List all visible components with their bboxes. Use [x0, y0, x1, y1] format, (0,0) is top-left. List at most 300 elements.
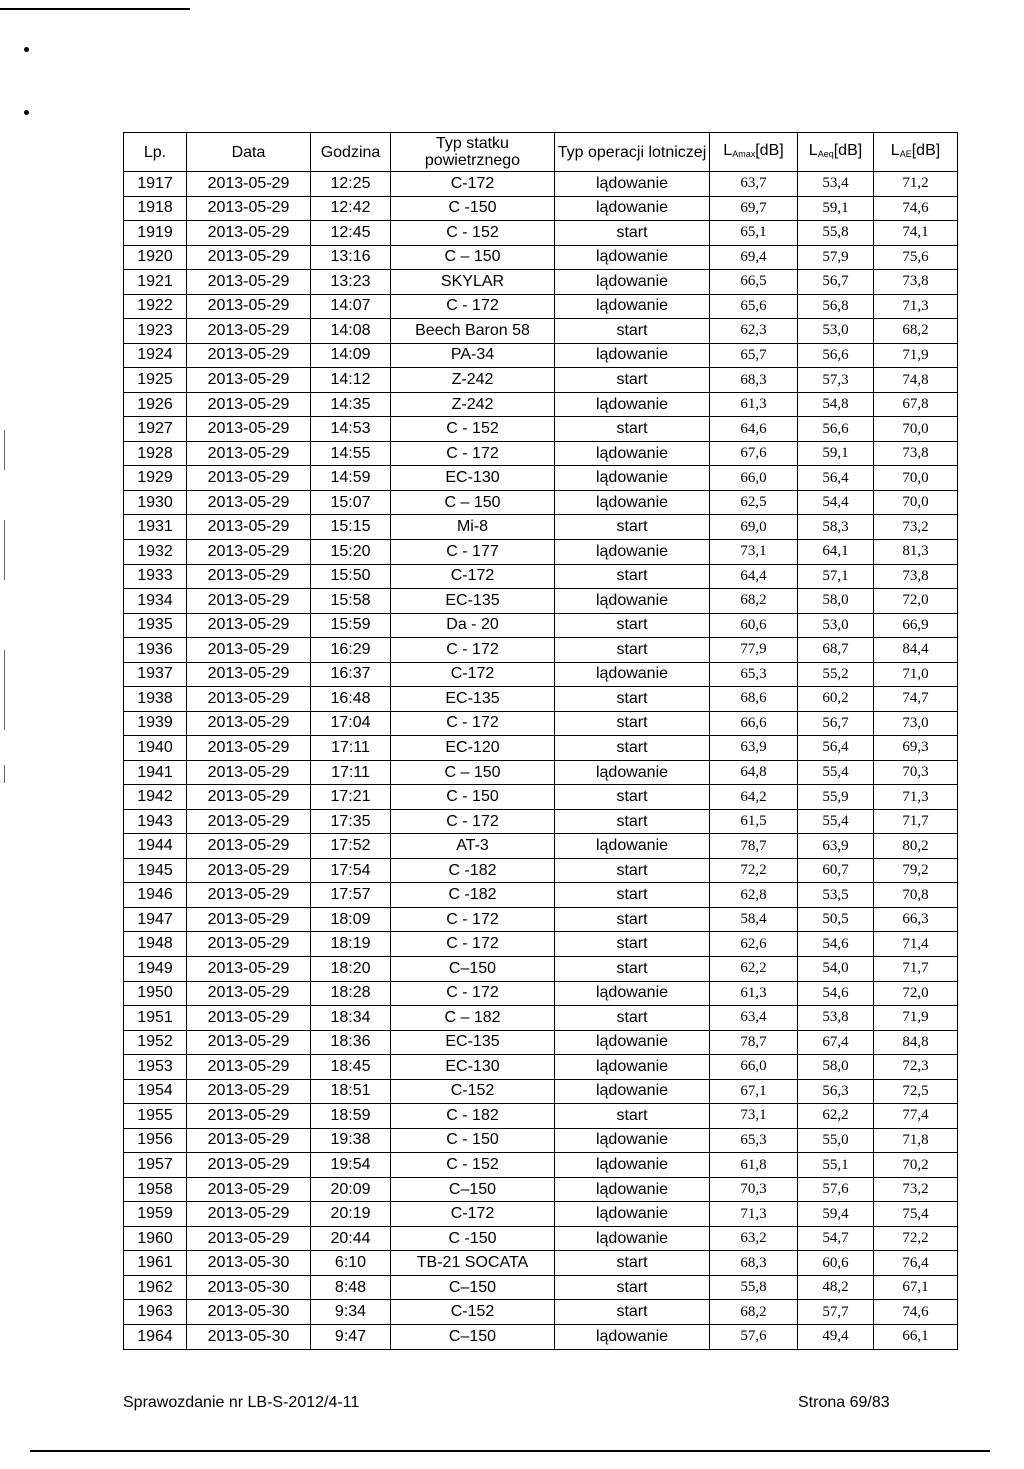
margin-mark — [4, 765, 5, 783]
lp-cell: 1920 — [124, 245, 187, 270]
lae-cell: 70,0 — [874, 417, 958, 442]
table-row — [124, 441, 958, 466]
date-cell: 2013-05-29 — [187, 736, 311, 761]
aircraft-type-cell: C -182 — [391, 858, 555, 883]
lae-cell: 71,9 — [874, 343, 958, 368]
operation-type-cell: start — [555, 1300, 710, 1325]
lamax-cell: 61,5 — [710, 809, 798, 834]
laeq-cell: 57,3 — [798, 368, 874, 393]
lp-cell: 1956 — [124, 1128, 187, 1153]
lae-cell: 75,4 — [874, 1202, 958, 1227]
laeq-cell: 57,1 — [798, 564, 874, 589]
time-cell: 18:09 — [311, 907, 391, 932]
laeq-cell: 55,1 — [798, 1153, 874, 1178]
lp-cell: 1963 — [124, 1300, 187, 1325]
lamax-cell: 61,3 — [710, 981, 798, 1006]
lamax-cell: 78,7 — [710, 1030, 798, 1055]
table-row — [124, 319, 958, 344]
lae-cell: 70,0 — [874, 466, 958, 491]
table-header-row — [124, 133, 958, 172]
time-cell: 18:36 — [311, 1030, 391, 1055]
aircraft-type-cell: C - 172 — [391, 294, 555, 319]
operation-type-cell: start — [555, 687, 710, 712]
lae-cell: 73,2 — [874, 515, 958, 540]
lamax-cell: 64,4 — [710, 564, 798, 589]
aircraft-type-cell: Da - 20 — [391, 613, 555, 638]
noise-measurement-table — [123, 132, 958, 1350]
time-cell: 15:58 — [311, 589, 391, 614]
laeq-cell: 55,4 — [798, 809, 874, 834]
aircraft-type-cell: TB-21 SOCATA — [391, 1251, 555, 1276]
table-row — [124, 343, 958, 368]
date-cell: 2013-05-29 — [187, 1153, 311, 1178]
aircraft-type-cell: EC-130 — [391, 466, 555, 491]
lamax-cell: 73,1 — [710, 1104, 798, 1129]
date-cell: 2013-05-29 — [187, 270, 311, 295]
lamax-cell: 69,7 — [710, 196, 798, 221]
lp-cell: 1955 — [124, 1104, 187, 1129]
lp-cell: 1929 — [124, 466, 187, 491]
lamax-cell: 68,3 — [710, 1251, 798, 1276]
laeq-cell: 67,4 — [798, 1030, 874, 1055]
laeq-cell: 55,8 — [798, 221, 874, 246]
time-cell: 12:42 — [311, 196, 391, 221]
operation-type-cell: lądowanie — [555, 981, 710, 1006]
laeq-cell: 50,5 — [798, 907, 874, 932]
lp-cell: 1945 — [124, 858, 187, 883]
scan-dot — [24, 110, 29, 115]
table-row — [124, 1079, 958, 1104]
date-cell: 2013-05-29 — [187, 932, 311, 957]
lamax-cell: 63,7 — [710, 172, 798, 197]
operation-type-cell: lądowanie — [555, 1324, 710, 1349]
lae-cell: 74,6 — [874, 196, 958, 221]
laeq-cell: 55,0 — [798, 1128, 874, 1153]
date-cell: 2013-05-30 — [187, 1300, 311, 1325]
table-row — [124, 1226, 958, 1251]
lae-cell: 76,4 — [874, 1251, 958, 1276]
aircraft-type-cell: C - 152 — [391, 1153, 555, 1178]
lae-cell: 70,0 — [874, 490, 958, 515]
time-cell: 6:10 — [311, 1251, 391, 1276]
lae-cell: 74,7 — [874, 687, 958, 712]
time-cell: 12:25 — [311, 172, 391, 197]
date-cell: 2013-05-29 — [187, 613, 311, 638]
laeq-cell: 48,2 — [798, 1275, 874, 1300]
laeq-cell: 56,4 — [798, 736, 874, 761]
lamax-cell: 66,6 — [710, 711, 798, 736]
time-cell: 14:53 — [311, 417, 391, 442]
operation-type-cell: lądowanie — [555, 270, 710, 295]
aircraft-type-cell: C - 172 — [391, 638, 555, 663]
col-header-lp: Lp. — [124, 133, 187, 172]
date-cell: 2013-05-29 — [187, 760, 311, 785]
laeq-symbol: L — [808, 141, 818, 159]
lae-cell: 68,2 — [874, 319, 958, 344]
lae-cell: 70,2 — [874, 1153, 958, 1178]
table-row — [124, 834, 958, 859]
lp-cell: 1928 — [124, 441, 187, 466]
aircraft-type-cell: Mi-8 — [391, 515, 555, 540]
lae-cell: 66,9 — [874, 613, 958, 638]
laeq-cell: 54,0 — [798, 957, 874, 982]
lamax-cell: 63,2 — [710, 1226, 798, 1251]
laeq-cell: 58,0 — [798, 1055, 874, 1080]
operation-type-cell: lądowanie — [555, 490, 710, 515]
lamax-unit: [dB] — [755, 141, 784, 159]
date-cell: 2013-05-29 — [187, 539, 311, 564]
lamax-cell: 69,4 — [710, 245, 798, 270]
date-cell: 2013-05-29 — [187, 981, 311, 1006]
date-cell: 2013-05-29 — [187, 417, 311, 442]
operation-type-cell: lądowanie — [555, 1153, 710, 1178]
table-row — [124, 760, 958, 785]
laeq-cell: 56,3 — [798, 1079, 874, 1104]
operation-type-cell: start — [555, 613, 710, 638]
margin-mark — [4, 650, 5, 730]
laeq-cell: 57,7 — [798, 1300, 874, 1325]
lamax-cell: 66,0 — [710, 466, 798, 491]
time-cell: 14:59 — [311, 466, 391, 491]
time-cell: 17:11 — [311, 760, 391, 785]
date-cell: 2013-05-29 — [187, 515, 311, 540]
lamax-cell: 62,8 — [710, 883, 798, 908]
table-row — [124, 883, 958, 908]
table-row — [124, 417, 958, 442]
operation-type-cell: lądowanie — [555, 662, 710, 687]
lamax-cell: 55,8 — [710, 1275, 798, 1300]
aircraft-type-cell: C - 172 — [391, 441, 555, 466]
table-row — [124, 589, 958, 614]
laeq-cell: 54,6 — [798, 932, 874, 957]
table-row — [124, 981, 958, 1006]
date-cell: 2013-05-29 — [187, 368, 311, 393]
date-cell: 2013-05-29 — [187, 343, 311, 368]
lae-cell: 67,8 — [874, 392, 958, 417]
laeq-cell: 57,9 — [798, 245, 874, 270]
operation-type-cell: lądowanie — [555, 1202, 710, 1227]
lae-cell: 72,0 — [874, 589, 958, 614]
date-cell: 2013-05-29 — [187, 196, 311, 221]
aircraft-type-cell: C – 150 — [391, 245, 555, 270]
lamax-cell: 67,6 — [710, 441, 798, 466]
table-row — [124, 687, 958, 712]
operation-type-cell: lądowanie — [555, 294, 710, 319]
lp-cell: 1937 — [124, 662, 187, 687]
aircraft-type-cell: C - 172 — [391, 809, 555, 834]
operation-type-cell: start — [555, 1006, 710, 1031]
aircraft-type-cell: C - 182 — [391, 1104, 555, 1129]
lp-cell: 1958 — [124, 1177, 187, 1202]
aircraft-type-cell: EC-130 — [391, 1055, 555, 1080]
lamax-cell: 64,6 — [710, 417, 798, 442]
lp-cell: 1927 — [124, 417, 187, 442]
table-row — [124, 1251, 958, 1276]
laeq-cell: 53,0 — [798, 319, 874, 344]
lae-cell: 79,2 — [874, 858, 958, 883]
date-cell: 2013-05-29 — [187, 907, 311, 932]
table-row — [124, 932, 958, 957]
lamax-cell: 66,0 — [710, 1055, 798, 1080]
lae-cell: 73,2 — [874, 1177, 958, 1202]
date-cell: 2013-05-29 — [187, 1226, 311, 1251]
lamax-cell: 69,0 — [710, 515, 798, 540]
lamax-cell: 61,3 — [710, 392, 798, 417]
time-cell: 13:16 — [311, 245, 391, 270]
lamax-cell: 63,4 — [710, 1006, 798, 1031]
lamax-cell: 64,8 — [710, 760, 798, 785]
aircraft-type-cell: C - 172 — [391, 907, 555, 932]
laeq-cell: 58,3 — [798, 515, 874, 540]
lp-cell: 1951 — [124, 1006, 187, 1031]
operation-type-cell: lądowanie — [555, 1128, 710, 1153]
time-cell: 20:09 — [311, 1177, 391, 1202]
laeq-subscript: Aeq — [817, 148, 834, 159]
aircraft-type-cell: C – 150 — [391, 760, 555, 785]
lae-cell: 73,8 — [874, 564, 958, 589]
lp-cell: 1964 — [124, 1324, 187, 1349]
aircraft-type-cell: EC-135 — [391, 1030, 555, 1055]
lae-cell: 71,7 — [874, 957, 958, 982]
table-row — [124, 662, 958, 687]
date-cell: 2013-05-29 — [187, 1202, 311, 1227]
table-row — [124, 1202, 958, 1227]
lp-cell: 1932 — [124, 539, 187, 564]
table-row — [124, 638, 958, 663]
time-cell: 9:34 — [311, 1300, 391, 1325]
laeq-cell: 60,6 — [798, 1251, 874, 1276]
lp-cell: 1931 — [124, 515, 187, 540]
aircraft-type-cell: C - 172 — [391, 932, 555, 957]
operation-type-cell: start — [555, 319, 710, 344]
lp-cell: 1948 — [124, 932, 187, 957]
laeq-cell: 58,0 — [798, 589, 874, 614]
date-cell: 2013-05-29 — [187, 638, 311, 663]
operation-type-cell: lądowanie — [555, 760, 710, 785]
time-cell: 8:48 — [311, 1275, 391, 1300]
aircraft-type-cell: Beech Baron 58 — [391, 319, 555, 344]
time-cell: 17:04 — [311, 711, 391, 736]
table-row — [124, 1104, 958, 1129]
lp-cell: 1950 — [124, 981, 187, 1006]
lp-cell: 1960 — [124, 1226, 187, 1251]
laeq-cell: 62,2 — [798, 1104, 874, 1129]
time-cell: 9:47 — [311, 1324, 391, 1349]
lamax-cell: 72,2 — [710, 858, 798, 883]
date-cell: 2013-05-29 — [187, 564, 311, 589]
laeq-cell: 60,2 — [798, 687, 874, 712]
operation-type-cell: start — [555, 638, 710, 663]
lae-cell: 80,2 — [874, 834, 958, 859]
laeq-cell: 53,4 — [798, 172, 874, 197]
table-row — [124, 957, 958, 982]
table-row — [124, 1275, 958, 1300]
lae-cell: 67,1 — [874, 1275, 958, 1300]
lamax-cell: 78,7 — [710, 834, 798, 859]
date-cell: 2013-05-29 — [187, 957, 311, 982]
operation-type-cell: start — [555, 858, 710, 883]
date-cell: 2013-05-29 — [187, 441, 311, 466]
table-row — [124, 368, 958, 393]
aircraft-type-cell: C -182 — [391, 883, 555, 908]
lae-cell: 75,6 — [874, 245, 958, 270]
table-row — [124, 466, 958, 491]
operation-type-cell: lądowanie — [555, 1055, 710, 1080]
laeq-cell: 64,1 — [798, 539, 874, 564]
aircraft-type-cell: C–150 — [391, 1324, 555, 1349]
aircraft-type-cell: C - 152 — [391, 417, 555, 442]
lp-cell: 1922 — [124, 294, 187, 319]
laeq-cell: 55,4 — [798, 760, 874, 785]
aircraft-type-cell: C–150 — [391, 1177, 555, 1202]
lamax-cell: 71,3 — [710, 1202, 798, 1227]
laeq-cell: 54,7 — [798, 1226, 874, 1251]
table-row — [124, 1300, 958, 1325]
lamax-cell: 73,1 — [710, 539, 798, 564]
top-rule — [0, 8, 190, 10]
aircraft-type-cell: C – 150 — [391, 490, 555, 515]
time-cell: 18:51 — [311, 1079, 391, 1104]
lamax-cell: 65,7 — [710, 343, 798, 368]
time-cell: 18:59 — [311, 1104, 391, 1129]
aircraft-type-cell: C - 150 — [391, 785, 555, 810]
lae-cell: 71,0 — [874, 662, 958, 687]
lp-cell: 1949 — [124, 957, 187, 982]
date-cell: 2013-05-29 — [187, 1055, 311, 1080]
lamax-cell: 77,9 — [710, 638, 798, 663]
laeq-cell: 59,1 — [798, 196, 874, 221]
operation-type-cell: lądowanie — [555, 172, 710, 197]
lamax-subscript: Amax — [732, 148, 756, 159]
date-cell: 2013-05-29 — [187, 1177, 311, 1202]
lamax-cell: 66,5 — [710, 270, 798, 295]
operation-type-cell: start — [555, 564, 710, 589]
operation-type-cell: lądowanie — [555, 245, 710, 270]
table-row — [124, 785, 958, 810]
laeq-cell: 63,9 — [798, 834, 874, 859]
report-number: Sprawozdanie nr LB-S-2012/4-11 — [123, 1394, 360, 1411]
lae-cell: 72,5 — [874, 1079, 958, 1104]
table-row — [124, 1177, 958, 1202]
operation-type-cell: lądowanie — [555, 1226, 710, 1251]
laeq-cell: 54,8 — [798, 392, 874, 417]
lamax-cell: 62,2 — [710, 957, 798, 982]
laeq-cell: 54,4 — [798, 490, 874, 515]
margin-mark — [4, 520, 5, 580]
aircraft-type-cell: EC-135 — [391, 687, 555, 712]
time-cell: 19:38 — [311, 1128, 391, 1153]
lp-cell: 1924 — [124, 343, 187, 368]
lamax-symbol: L — [723, 141, 733, 159]
time-cell: 15:20 — [311, 539, 391, 564]
lae-cell: 71,3 — [874, 294, 958, 319]
aircraft-type-cell: AT-3 — [391, 834, 555, 859]
lamax-cell: 65,3 — [710, 662, 798, 687]
operation-type-cell: lądowanie — [555, 441, 710, 466]
time-cell: 17:52 — [311, 834, 391, 859]
date-cell: 2013-05-29 — [187, 1104, 311, 1129]
lae-cell: 81,3 — [874, 539, 958, 564]
time-cell: 14:12 — [311, 368, 391, 393]
time-cell: 15:50 — [311, 564, 391, 589]
operation-type-cell: lądowanie — [555, 196, 710, 221]
lae-cell: 71,3 — [874, 785, 958, 810]
lae-cell: 74,1 — [874, 221, 958, 246]
table-row — [124, 392, 958, 417]
table-row — [124, 294, 958, 319]
lae-cell: 77,4 — [874, 1104, 958, 1129]
operation-type-cell: lądowanie — [555, 466, 710, 491]
lae-cell: 70,3 — [874, 760, 958, 785]
lp-cell: 1933 — [124, 564, 187, 589]
lp-cell: 1947 — [124, 907, 187, 932]
lp-cell: 1943 — [124, 809, 187, 834]
lamax-cell: 68,6 — [710, 687, 798, 712]
date-cell: 2013-05-29 — [187, 490, 311, 515]
operation-type-cell: start — [555, 809, 710, 834]
date-cell: 2013-05-29 — [187, 1030, 311, 1055]
laeq-cell: 57,6 — [798, 1177, 874, 1202]
table-row — [124, 515, 958, 540]
laeq-cell: 59,4 — [798, 1202, 874, 1227]
operation-type-cell: start — [555, 957, 710, 982]
lp-cell: 1918 — [124, 196, 187, 221]
time-cell: 17:57 — [311, 883, 391, 908]
operation-type-cell: start — [555, 1251, 710, 1276]
operation-type-cell: start — [555, 1275, 710, 1300]
operation-type-cell: start — [555, 736, 710, 761]
lp-cell: 1961 — [124, 1251, 187, 1276]
lp-cell: 1952 — [124, 1030, 187, 1055]
date-cell: 2013-05-29 — [187, 858, 311, 883]
lae-cell: 69,3 — [874, 736, 958, 761]
operation-type-cell: lądowanie — [555, 539, 710, 564]
operation-type-cell: start — [555, 1104, 710, 1129]
date-cell: 2013-05-29 — [187, 245, 311, 270]
lae-cell: 71,2 — [874, 172, 958, 197]
laeq-cell: 53,8 — [798, 1006, 874, 1031]
laeq-cell: 54,6 — [798, 981, 874, 1006]
table-row — [124, 1055, 958, 1080]
time-cell: 17:54 — [311, 858, 391, 883]
operation-type-cell: start — [555, 711, 710, 736]
aircraft-type-cell: C-152 — [391, 1300, 555, 1325]
operation-type-cell: lądowanie — [555, 1030, 710, 1055]
date-cell: 2013-05-29 — [187, 172, 311, 197]
lae-cell: 71,4 — [874, 932, 958, 957]
time-cell: 20:44 — [311, 1226, 391, 1251]
laeq-cell: 59,1 — [798, 441, 874, 466]
aircraft-type-cell: C-172 — [391, 564, 555, 589]
operation-type-cell: start — [555, 907, 710, 932]
operation-type-cell: start — [555, 785, 710, 810]
lamax-cell: 68,3 — [710, 368, 798, 393]
table-row — [124, 1128, 958, 1153]
laeq-cell: 68,7 — [798, 638, 874, 663]
table-row — [124, 809, 958, 834]
lp-cell: 1923 — [124, 319, 187, 344]
lp-cell: 1939 — [124, 711, 187, 736]
time-cell: 12:45 — [311, 221, 391, 246]
col-header-godzina: Godzina — [311, 133, 391, 172]
lae-cell: 73,8 — [874, 441, 958, 466]
operation-type-cell: start — [555, 883, 710, 908]
laeq-cell: 53,5 — [798, 883, 874, 908]
aircraft-type-cell: C - 172 — [391, 711, 555, 736]
time-cell: 16:48 — [311, 687, 391, 712]
aircraft-type-cell: C - 150 — [391, 1128, 555, 1153]
date-cell: 2013-05-30 — [187, 1251, 311, 1276]
